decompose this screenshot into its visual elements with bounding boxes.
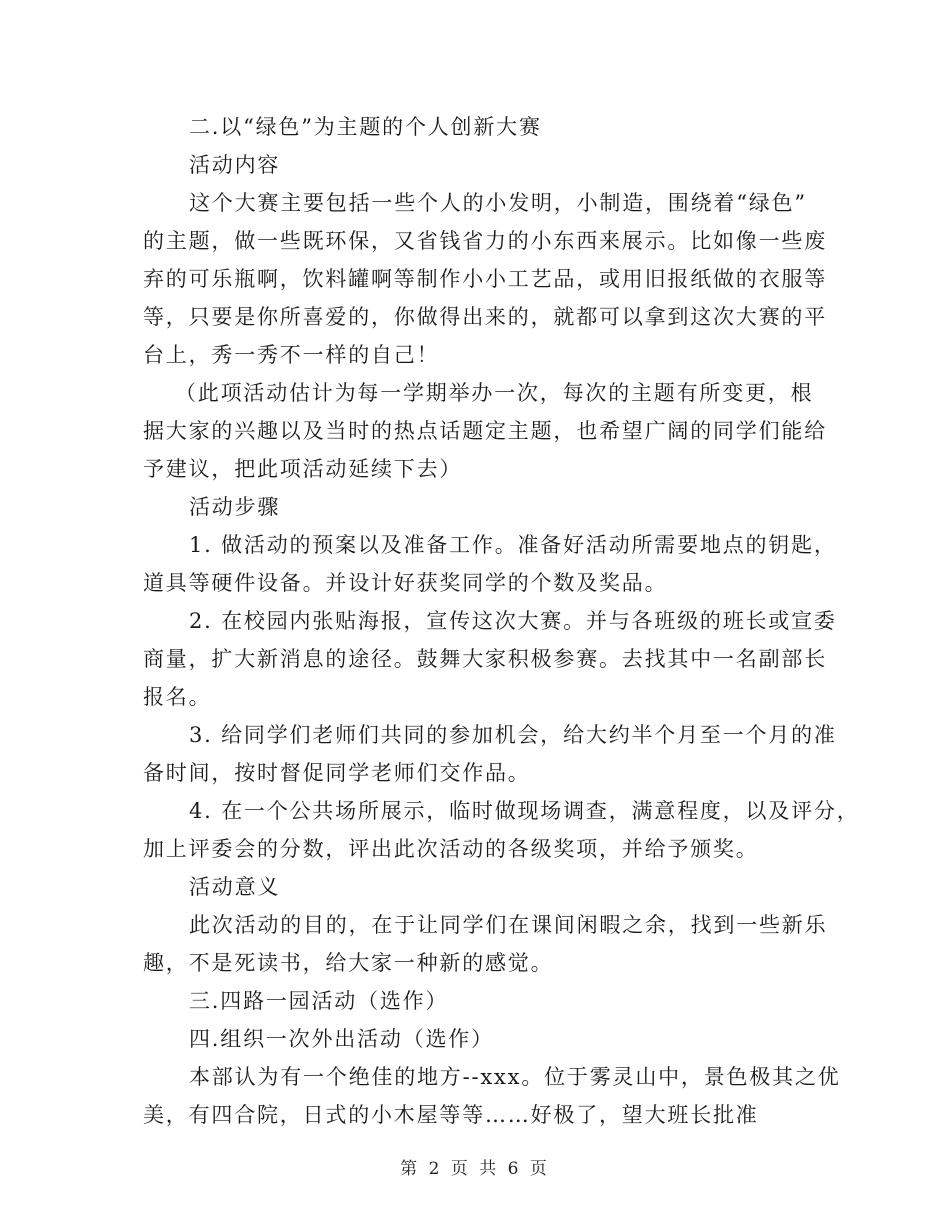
step-2-line: 商量，扩大新消息的途径。鼓舞大家积极参赛。去找其中一名副部长 <box>143 647 827 671</box>
step-1-line: 道具等硬件设备。并设计好获奖同学的个数及奖品。 <box>143 571 668 595</box>
step-2-line: 报名。 <box>143 685 212 709</box>
paragraph-line: 此次活动的目的，在于让同学们在课间闲暇之余，找到一些新乐 <box>189 913 828 937</box>
paragraph-line: 美，有四合院，日式的小木屋等等……好极了，望大班长批准 <box>143 1103 759 1127</box>
paragraph-line: 这个大赛主要包括一些个人的小发明，小制造，围绕着“绿色” <box>189 191 807 215</box>
step-3-line: 备时间，按时督促同学老师们交作品。 <box>143 761 531 785</box>
step-2-line: 2. 在校园内张贴海报，宣传这次大赛。并与各班级的班长或宣委 <box>189 609 837 633</box>
page-number-footer: 第 2 页 共 6 页 <box>400 1159 550 1179</box>
subheading-activity-steps: 活动步骤 <box>189 495 281 519</box>
paragraph-line: 台上，秀一秀不一样的自己！ <box>143 343 440 367</box>
section-heading-green-contest: 二.以“绿色”为主题的个人创新大赛 <box>189 115 542 139</box>
step-4-line: 4. 在一个公共场所展示，临时做现场调查，满意程度，以及评分， <box>189 799 860 823</box>
paragraph-line: 趣，不是死读书，给大家一种新的感觉。 <box>143 951 554 975</box>
step-1-line: 1. 做活动的预案以及准备工作。准备好活动所需要地点的钥匙， <box>189 533 837 557</box>
subheading-activity-meaning: 活动意义 <box>189 875 281 899</box>
paragraph-line: （此项活动估计为每一学期举办一次，每次的主题有所变更，根 <box>175 381 814 405</box>
step-3-line: 3. 给同学们老师们共同的参加机会，给大约半个月至一个月的准 <box>189 723 837 747</box>
section-heading-outing: 四.组织一次外出活动（选作） <box>189 1027 494 1051</box>
paragraph-line: 弃的可乐瓶啊，饮料罐啊等制作小小工艺品，或用旧报纸做的衣服等 <box>143 267 827 291</box>
paragraph-line: 据大家的兴趣以及当时的热点话题定主题，也希望广阔的同学们能给 <box>143 419 827 443</box>
section-heading-four-roads: 三.四路一园活动（选作） <box>189 989 449 1013</box>
paragraph-line: 等，只要是你所喜爱的，你做得出来的，就都可以拿到这次大赛的平 <box>143 305 827 329</box>
paragraph-line: 予建议，把此项活动延续下去） <box>143 457 463 481</box>
paragraph-line: 的主题，做一些既环保，又省钱省力的小东西来展示。比如像一些废 <box>143 229 827 253</box>
paragraph-line: 本部认为有一个绝佳的地方--xxx。位于雾灵山中，景色极其之优 <box>189 1065 841 1089</box>
step-4-line: 加上评委会的分数，评出此次活动的各级奖项，并给予颁奖。 <box>143 837 759 861</box>
subheading-activity-content: 活动内容 <box>189 153 281 177</box>
